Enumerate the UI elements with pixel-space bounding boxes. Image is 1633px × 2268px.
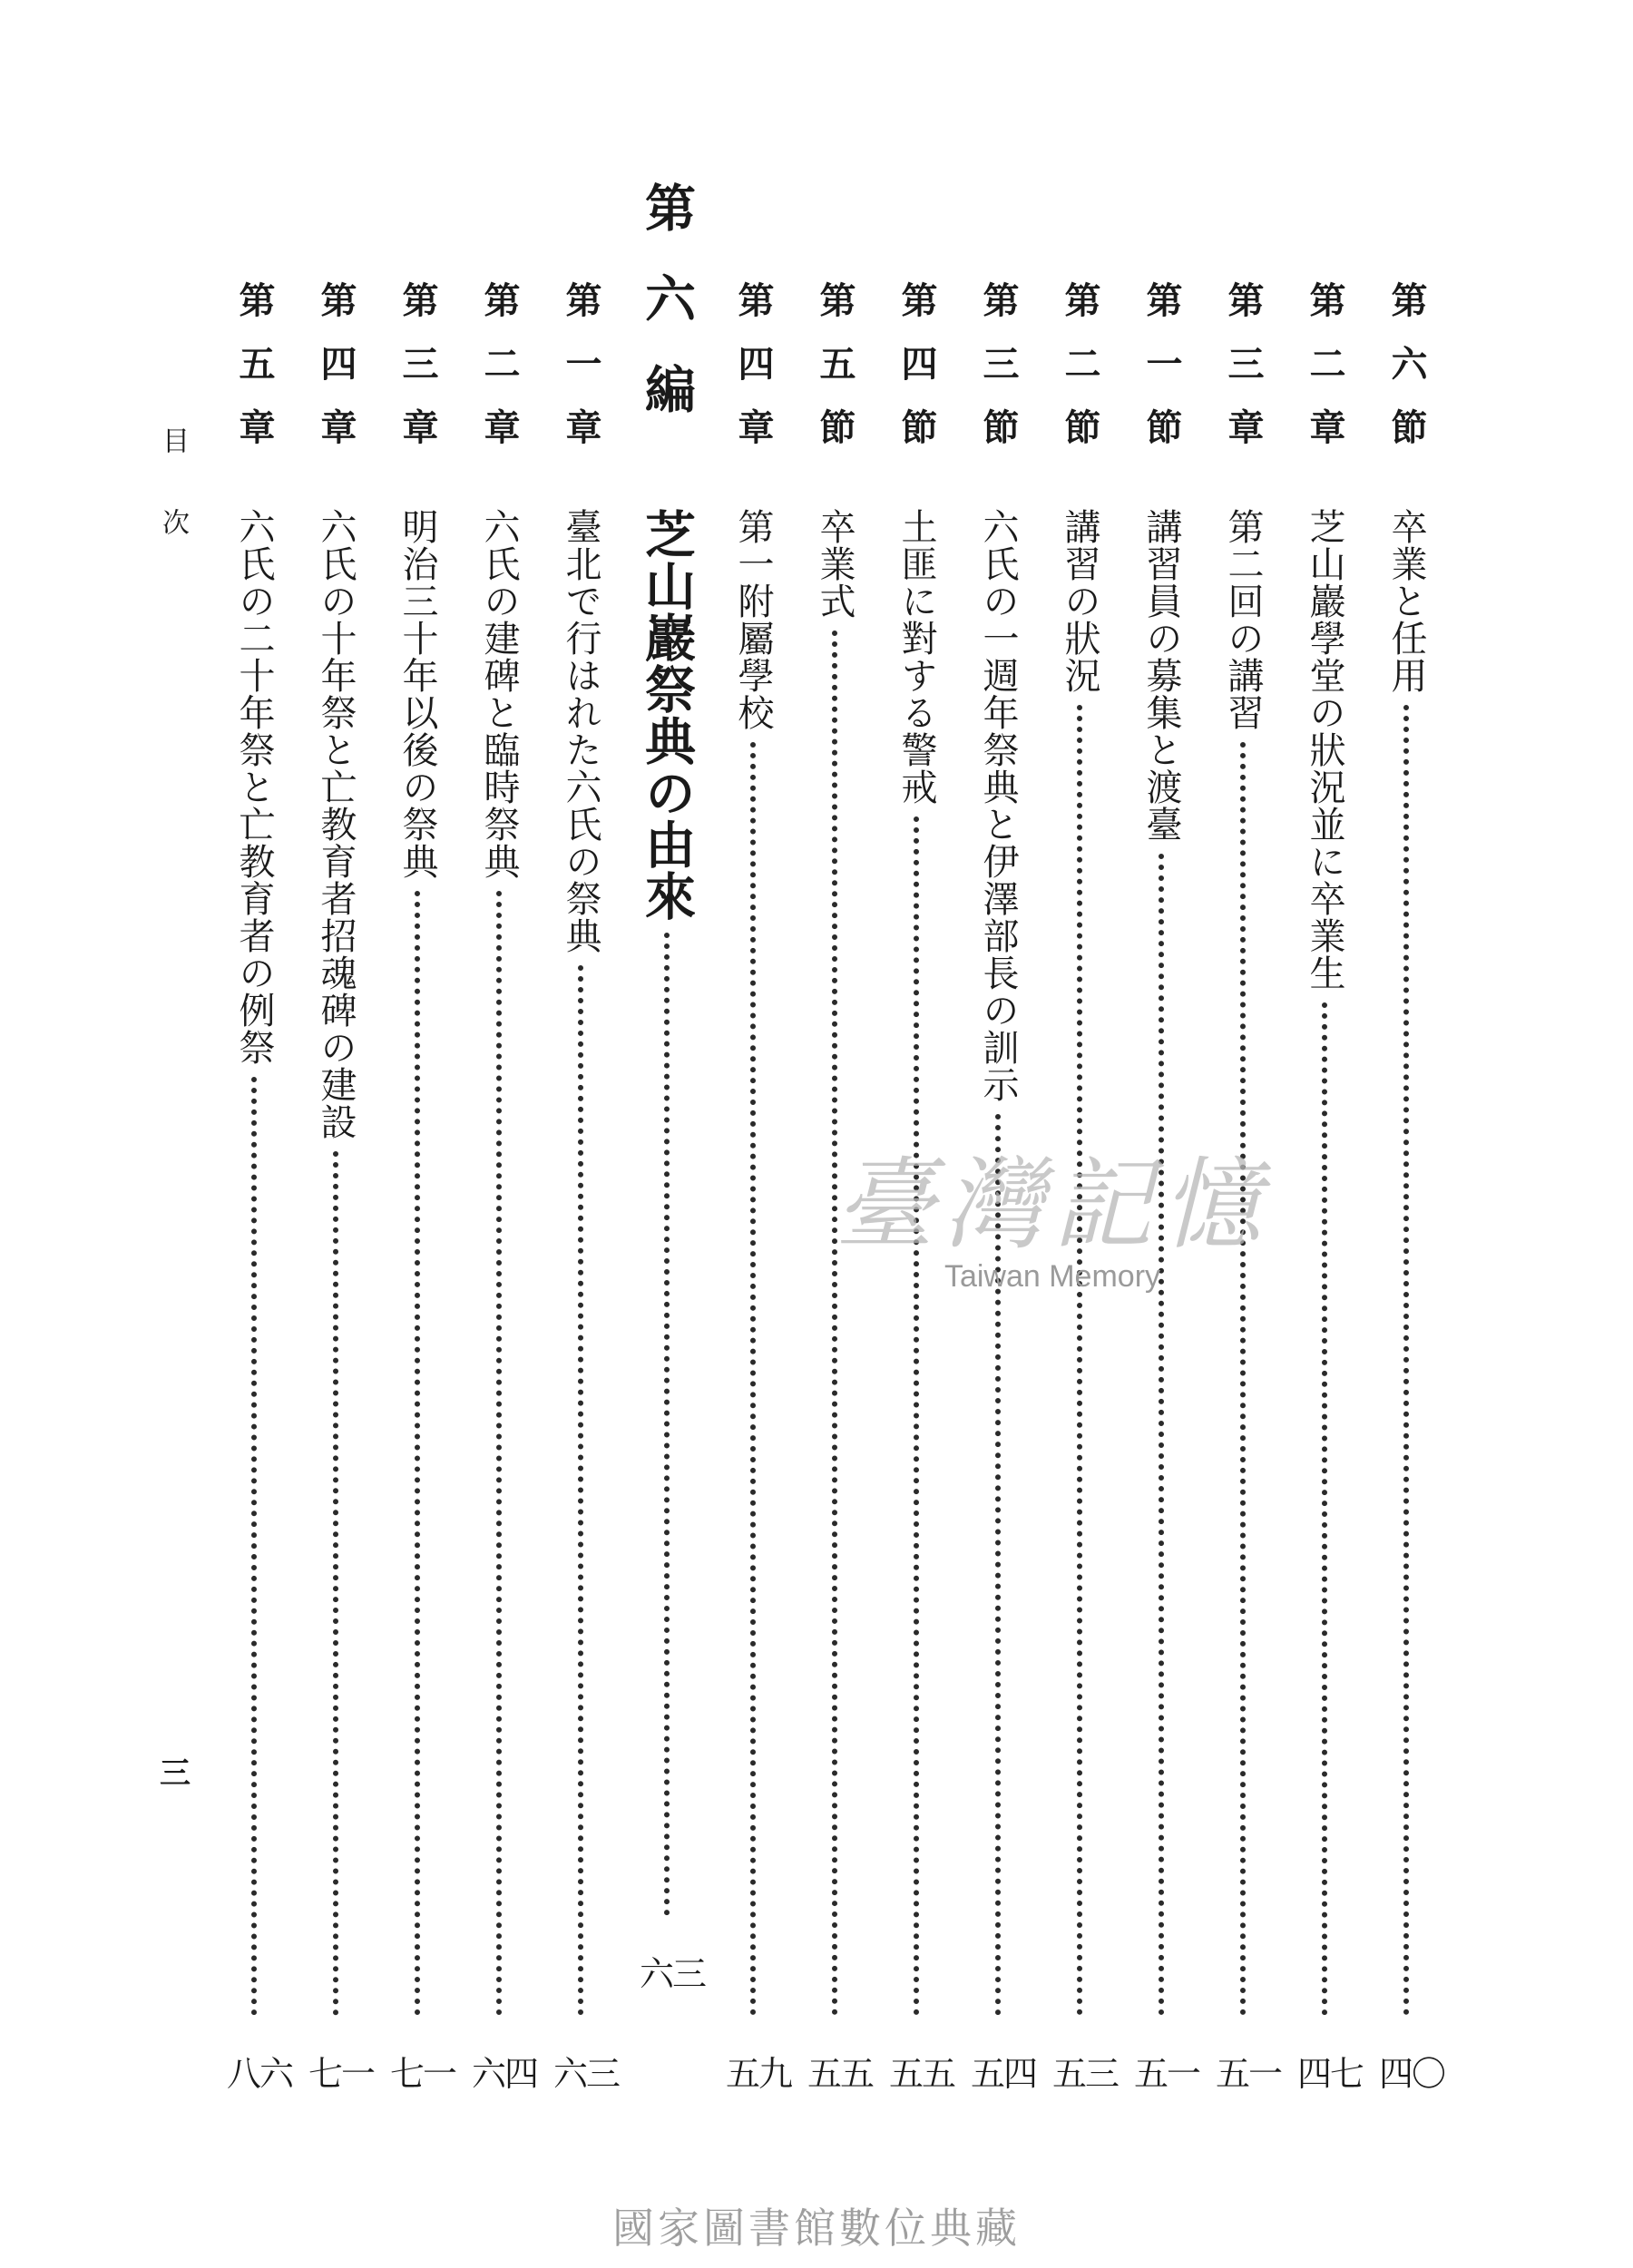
- entry-label: 第四章: [732, 281, 775, 472]
- entry-title: 臺北で行はれた六氏の祭典: [560, 508, 601, 954]
- toc-entry-5[interactable]: [1052, 281, 1119, 2096]
- dot-leader: [914, 816, 919, 2016]
- toc-entry-7[interactable]: [889, 281, 955, 2096]
- entry-title: 六氏の一週年祭典と伊澤部長の訓示: [977, 508, 1019, 1103]
- dot-leader: [1403, 705, 1409, 2016]
- dot-leader: [251, 1077, 257, 2016]
- entry-page: 五三: [1052, 2054, 1119, 2094]
- dot-leader: [333, 1151, 338, 2016]
- entry-label: 第五節: [814, 281, 856, 472]
- entry-title: 六氏の建碑と臨時祭典: [478, 508, 520, 880]
- watermark-subtitle: Taiwan Memory: [944, 1259, 1161, 1294]
- part-label: 第六編: [637, 181, 697, 454]
- entry-label: 第二節: [1059, 281, 1101, 472]
- entry-title: 卒業と任用: [1385, 508, 1427, 694]
- entry-label: 第二章: [1304, 281, 1346, 472]
- dot-leader: [995, 1114, 1001, 2016]
- entry-title: 明治三十年以後の祭典: [396, 508, 438, 880]
- entry-label: 第三章: [396, 281, 439, 472]
- entry-page: 四〇: [1379, 2054, 1445, 2094]
- entry-page: 八六: [227, 2054, 293, 2094]
- toc-entry-14[interactable]: [308, 281, 375, 2096]
- entry-page: 五五: [889, 2054, 955, 2094]
- toc-part-heading[interactable]: [635, 181, 706, 1996]
- entry-label: 第四章: [315, 281, 357, 472]
- toc-entry-13[interactable]: [390, 281, 456, 2096]
- entry-label: 第六節: [1385, 281, 1428, 472]
- entry-title: 第一附屬學校: [732, 508, 774, 731]
- toc-entry-2[interactable]: [1297, 281, 1364, 2096]
- page-margin: [154, 426, 191, 1787]
- entry-title: 第二回の講習: [1222, 508, 1264, 731]
- archive-footer: 國家圖書館數位典藏: [612, 2204, 1021, 2253]
- entry-title: 卒業式: [814, 508, 856, 620]
- entry-page: 五一: [1134, 2054, 1200, 2094]
- toc-entry-11[interactable]: [553, 281, 620, 2096]
- entry-page: 六三: [640, 1954, 706, 1994]
- entry-title: 六氏の十年祭と亡教育者招魂碑の建設: [315, 508, 357, 1140]
- part-title: 芝山巖祭典の由來: [637, 508, 697, 922]
- toc-entry-4[interactable]: [1134, 281, 1200, 2096]
- page-number: 三: [153, 1756, 191, 1787]
- dot-leader: [1322, 1002, 1327, 2016]
- entry-label: 第三節: [977, 281, 1020, 472]
- entry-page: 七一: [390, 2054, 456, 2094]
- entry-page: 四七: [1297, 2054, 1364, 2094]
- entry-label: 第一章: [560, 281, 602, 472]
- entry-label: 第一節: [1140, 281, 1183, 472]
- entry-page: 五四: [971, 2054, 1037, 2094]
- watermark-logo: 臺灣記憶: [835, 1147, 1270, 1263]
- entry-page: 五一: [1216, 2054, 1282, 2094]
- entry-label: 第三章: [1222, 281, 1265, 472]
- toc-entry-9[interactable]: [726, 281, 792, 2096]
- dot-leader: [415, 891, 420, 2016]
- entry-title: 土匪に對する警戒: [895, 508, 937, 806]
- toc-entry-6[interactable]: [971, 281, 1037, 2096]
- dot-leader: [1159, 854, 1164, 2016]
- toc-entry-1[interactable]: [1379, 281, 1445, 2096]
- entry-page: 六三: [553, 2054, 620, 2094]
- toc-entry-8[interactable]: [807, 281, 874, 2096]
- running-header: 目次: [157, 426, 189, 590]
- entry-title: 講習の狀況: [1059, 508, 1100, 694]
- dot-leader: [664, 933, 670, 1916]
- dot-leader: [750, 742, 756, 2016]
- entry-title: 六氏の二十年祭と亡教育者の例祭: [233, 508, 275, 1066]
- entry-page: 七一: [308, 2054, 375, 2094]
- dot-leader: [1240, 742, 1246, 2016]
- entry-title: 講習員の募集と渡臺: [1140, 508, 1182, 843]
- dot-leader: [1077, 705, 1082, 2016]
- dot-leader: [496, 891, 502, 2016]
- entry-title: 芝山巖學堂の狀況並に卒業生: [1304, 508, 1345, 992]
- entry-page: 五九: [726, 2054, 792, 2094]
- entry-label: 第五章: [233, 281, 276, 472]
- toc-entry-15[interactable]: [227, 281, 293, 2096]
- entry-label: 第二章: [478, 281, 521, 472]
- entry-page: 五五: [807, 2054, 874, 2094]
- dot-leader: [578, 965, 583, 2016]
- entry-label: 第四節: [895, 281, 938, 472]
- toc-entry-12[interactable]: [472, 281, 538, 2096]
- entry-page: 六四: [472, 2054, 538, 2094]
- dot-leader: [832, 631, 837, 2016]
- toc-entry-3[interactable]: [1216, 281, 1282, 2096]
